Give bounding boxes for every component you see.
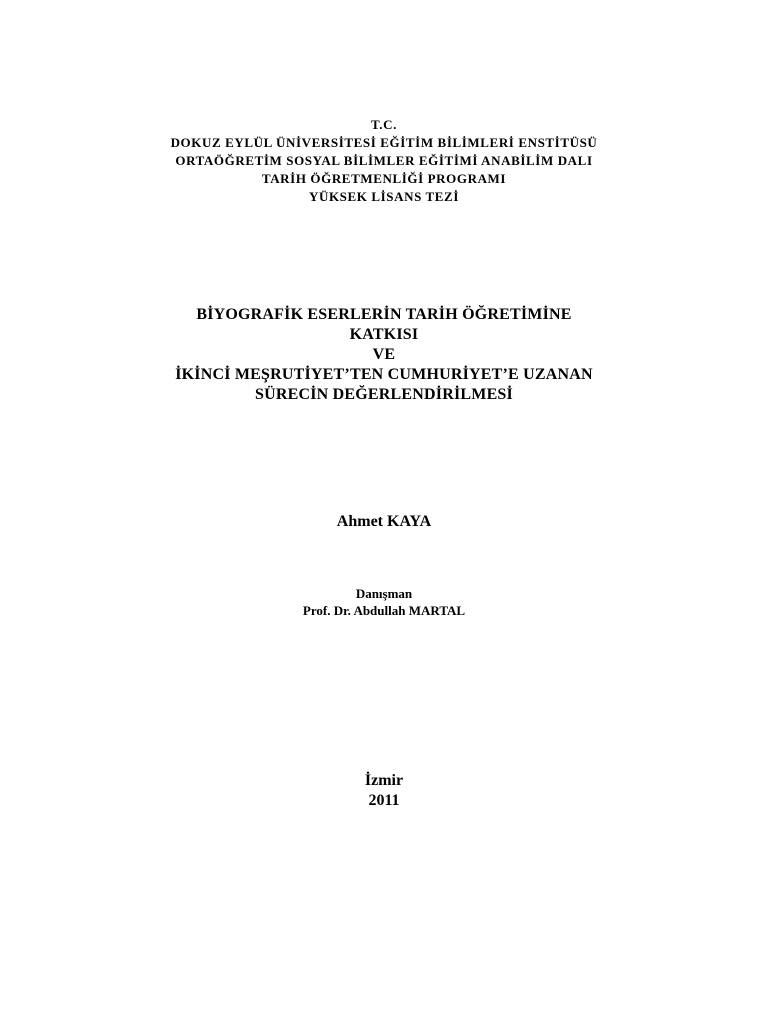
title-line-4: İKİNCİ MEŞRUTİYET’TEN CUMHURİYET’E UZANAN <box>175 366 593 383</box>
thesis-type-line: YÜKSEK LİSANS TEZİ <box>308 189 459 204</box>
institution-header <box>0 116 768 206</box>
author-block <box>0 512 768 532</box>
thesis-title <box>0 305 768 405</box>
department-line: ORTAÖĞRETİM SOSYAL BİLİMLER EĞİTİMİ ANABİLİM DALI <box>175 153 593 168</box>
city: İzmir <box>364 772 404 789</box>
advisor-block <box>0 585 768 619</box>
program-line: TARİH ÖĞRETMENLİĞİ PROGRAMI <box>261 171 507 186</box>
place-date-block <box>0 771 768 811</box>
title-line-2: KATKISI <box>349 326 419 343</box>
country-line: T.C. <box>371 117 397 132</box>
year: 2011 <box>368 792 400 809</box>
title-line-3: VE <box>372 346 396 363</box>
title-line-1: BİYOGRAFİK ESERLERİN TARİH ÖĞRETİMİNE <box>196 306 572 323</box>
author-name: Ahmet KAYA <box>336 513 432 530</box>
advisor-name: Prof. Dr. Abdullah MARTAL <box>302 603 466 618</box>
university-line: DOKUZ EYLÜL ÜNİVERSİTESİ EĞİTİM BİLİMLERİ ENSTİTÜSÜ <box>170 135 598 150</box>
title-line-5: SÜRECİN DEĞERLENDİRİLMESİ <box>255 386 513 403</box>
advisor-label: Danışman <box>355 586 413 601</box>
